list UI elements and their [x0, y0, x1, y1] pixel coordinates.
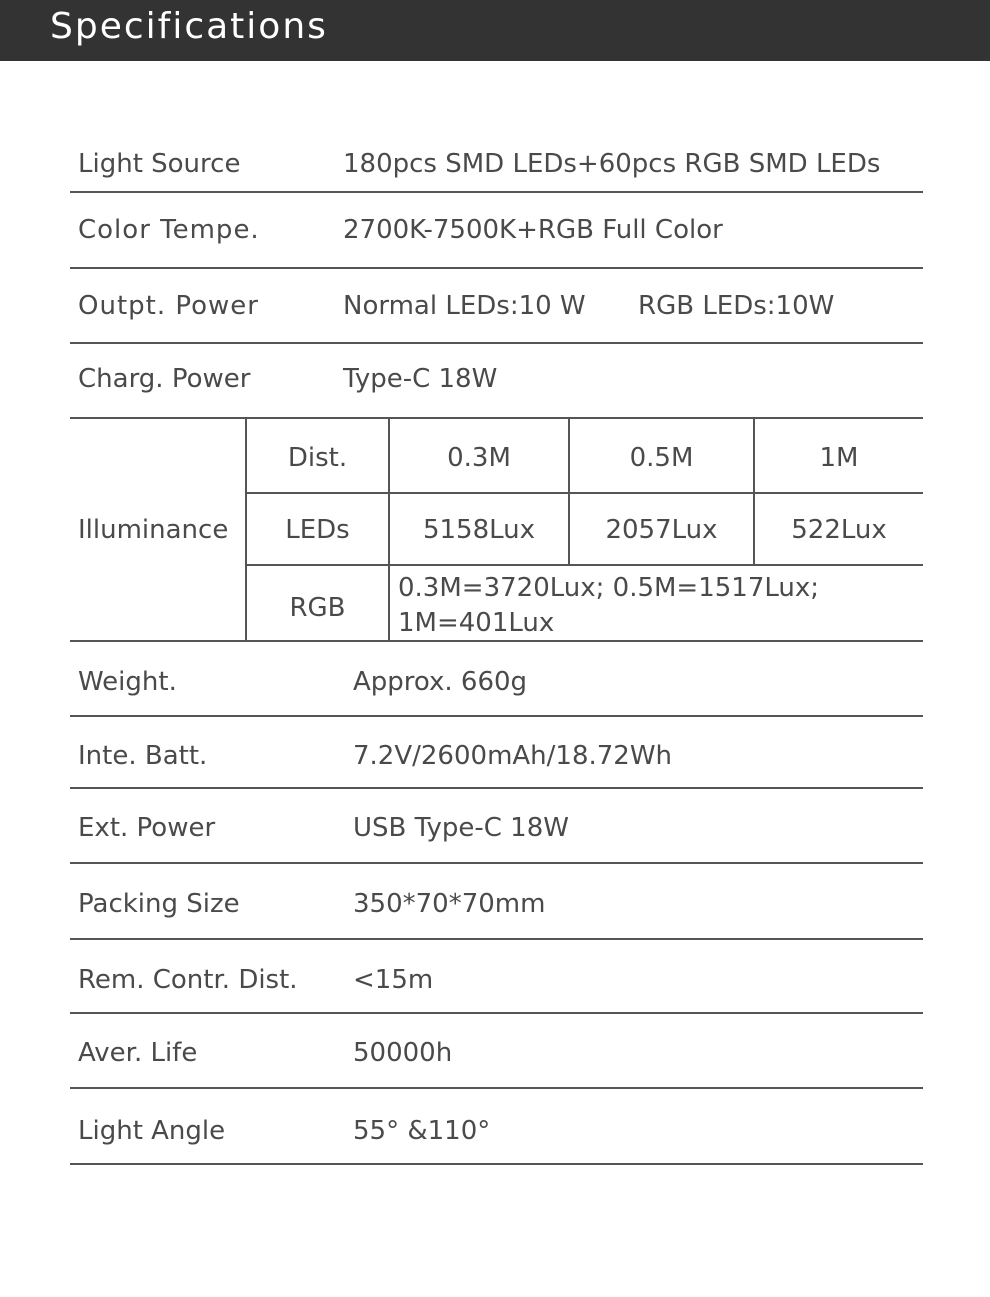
spec-value-light-angle: 55° &110°: [353, 1116, 491, 1146]
spec-value-average-life: 50000h: [353, 1038, 453, 1068]
header-bar: [0, 0, 990, 61]
spec-value-light-source: 180pcs SMD LEDs+60pcs RGB SMD LEDs: [343, 149, 881, 179]
illuminance-dist-label: Dist.: [287, 443, 348, 473]
illuminance-leds-0-5m: 2057Lux: [605, 515, 718, 545]
illuminance-leds-1m: 522Lux: [791, 515, 887, 545]
spec-value-external-power: USB Type-C 18W: [353, 813, 569, 843]
illuminance-rgb-values-line2: 1M=401Lux: [398, 608, 555, 638]
spec-value-packing-size: 350*70*70mm: [353, 889, 546, 919]
page-title: Specifications: [50, 6, 328, 47]
row-divider: [70, 715, 923, 717]
spec-label-internal-battery: Inte. Batt.: [78, 741, 208, 771]
spec-label-light-source: Light Source: [78, 149, 241, 179]
spec-value-charging-power: Type-C 18W: [343, 364, 498, 394]
spec-label-illuminance: Illuminance: [78, 515, 229, 545]
illuminance-dist-0-3m: 0.3M: [447, 443, 511, 473]
row-divider: [70, 862, 923, 864]
spec-label-remote-distance: Rem. Contr. Dist.: [78, 965, 298, 995]
illuminance-dist-1m: 1M: [819, 443, 859, 473]
row-divider: [245, 564, 923, 566]
row-divider: [245, 492, 923, 494]
illuminance-dist-0-5m: 0.5M: [629, 443, 694, 473]
row-divider: [70, 417, 923, 419]
spec-value-color-temp: 2700K-7500K+RGB Full Color: [343, 215, 723, 245]
row-divider: [70, 342, 923, 344]
spec-label-packing-size: Packing Size: [78, 889, 240, 919]
illuminance-leds-label: LEDs: [285, 515, 350, 545]
illuminance-leds-0-3m: 5158Lux: [422, 515, 536, 545]
spec-label-average-life: Aver. Life: [78, 1038, 198, 1068]
row-divider: [70, 1163, 923, 1165]
spec-label-light-angle: Light Angle: [78, 1116, 226, 1146]
spec-value-output-power-rgb: RGB LEDs:10W: [638, 291, 835, 321]
spec-label-external-power: Ext. Power: [78, 813, 216, 843]
row-divider: [70, 640, 923, 642]
illuminance-rgb-label: RGB: [289, 593, 346, 623]
row-divider: [70, 938, 923, 940]
spec-label-charging-power: Charg. Power: [78, 364, 251, 394]
row-divider: [70, 267, 923, 269]
row-divider: [70, 787, 923, 789]
spec-value-remote-distance: <15m: [353, 965, 434, 995]
spec-label-color-temp: Color Tempe.: [78, 215, 260, 245]
spec-value-weight: Approx. 660g: [353, 667, 528, 697]
spec-value-output-power-normal: Normal LEDs:10 W: [343, 291, 586, 321]
spec-label-output-power: Outpt. Power: [78, 291, 259, 321]
illuminance-rgb-values-line1: 0.3M=3720Lux; 0.5M=1517Lux;: [398, 573, 820, 603]
spec-value-internal-battery: 7.2V/2600mAh/18.72Wh: [353, 741, 673, 771]
row-divider: [70, 1012, 923, 1014]
row-divider: [70, 1087, 923, 1089]
row-divider: [70, 191, 923, 193]
spec-label-weight: Weight.: [78, 667, 177, 697]
